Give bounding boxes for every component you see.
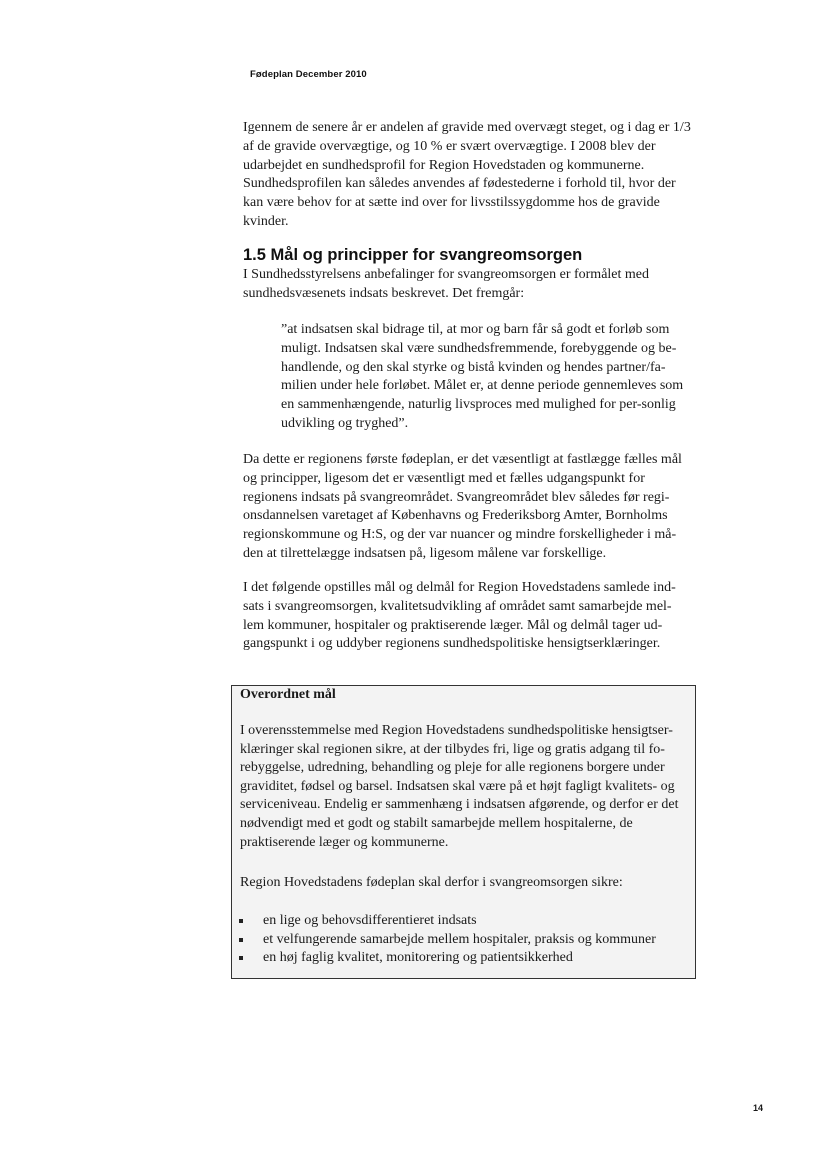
list-item <box>236 931 691 950</box>
goal-box-title: Overordnet mål <box>240 687 336 702</box>
intro-paragraph: Igennem de senere år er andelen af gravide med overvægt steget, og i dag er 1/3 af de gravide overvægtige, og 10 % er svært overvægtige. I 2008 blev der udarbejdet en sundhedsprofil for Region Hovedstaden og kommunerne. Sundhedsprofilen kan således anvendes af fødestederne i forhold til, hvor der kan være behov for at sætte ind over for livsstilssygdomme hos de gravide kvinder. <box>243 120 691 229</box>
list-item-text: en lige og behovsdifferentieret indsats <box>263 913 477 928</box>
goal-box-paragraph-1: I overensstemmelse med Region Hovedstadens sundhedspolitiske hensigtser-klæringer skal regionen sikre, at der tilbydes fri, lige og gratis adgang til fo-rebyggelse, udredning, behandling og pleje for alle regionens borgere under graviditet, fødsel og barsel. Indsatsen skal være på et højt fagligt kvalitets- og serviceniveau. Endelig er sammenhæng i indsatsen afgørende, og derfor er det nødvendigt med et godt og stabilt samarbejde mellem hospitalerne, de praktiserende læger og kommunerne. <box>240 723 679 850</box>
square-bullet-icon <box>239 919 243 923</box>
list-item-text: en høj faglig kvalitet, monitorering og patientsikkerhed <box>263 950 573 966</box>
block-quote: ”at indsatsen skal bidrage til, at mor og barn får så godt et forløb som muligt. Indsatsen skal være sundhedsfremmende, forebyggende og be-handlende, og den skal styrke og bistå kvinden og hendes partner/fa-milien under hele forløbet. Målet er, at denne periode gennemleves som en sammenhængende, naturlig livsproces med mulighed for per-sonlig udvikling og tryghed”. <box>281 322 684 431</box>
square-bullet-icon <box>239 956 243 960</box>
square-bullet-icon <box>239 938 243 942</box>
section-lead-paragraph: I Sundhedsstyrelsens anbefalinger for svangreomsorgen er formålet med sundhedsvæsenets indsats beskrevet. Det fremgår: <box>243 267 650 301</box>
goal-box <box>231 685 696 979</box>
list-item <box>236 912 691 931</box>
page-number: 14 <box>753 1103 764 1113</box>
list-item <box>236 949 691 968</box>
section-paragraph-2: Da dette er regionens første fødeplan, er det væsentligt at fastlægge fælles mål og principper, ligesom det er væsentligt med et fælles udgangspunkt for regionens indsats på svangreområdet. Svangreområdet blev således før regi-onsdannelsen varetaget af Københavns og Frederiksborg Amter, Bornholms regionskommune og H:S, og der var nuancer og mindre forskelligheder i må-den at tilrettelægge indsatsen på, ligesom målene var forskellige. <box>243 452 682 561</box>
goal-bullet-list <box>236 912 691 968</box>
running-header: Fødeplan December 2010 <box>250 69 367 80</box>
list-item-text: et velfungerende samarbejde mellem hospitaler, praksis og kommuner <box>263 931 656 947</box>
section-paragraph-3: I det følgende opstilles mål og delmål for Region Hovedstadens samlede ind-sats i svangreomsorgen, kvalitetsudvikling af området samt samarbejde mel-lem kommuner, hospitaler og praktiserende læger. Mål og delmål tager ud-gangspunkt i og uddyber regionens sundhedspolitiske hensigtserklæringer. <box>243 580 676 652</box>
section-heading: 1.5 Mål og principper for svangreomsorgen <box>243 246 583 264</box>
goal-box-paragraph-2: Region Hovedstadens fødeplan skal derfor i svangreomsorgen sikre: <box>240 875 623 890</box>
